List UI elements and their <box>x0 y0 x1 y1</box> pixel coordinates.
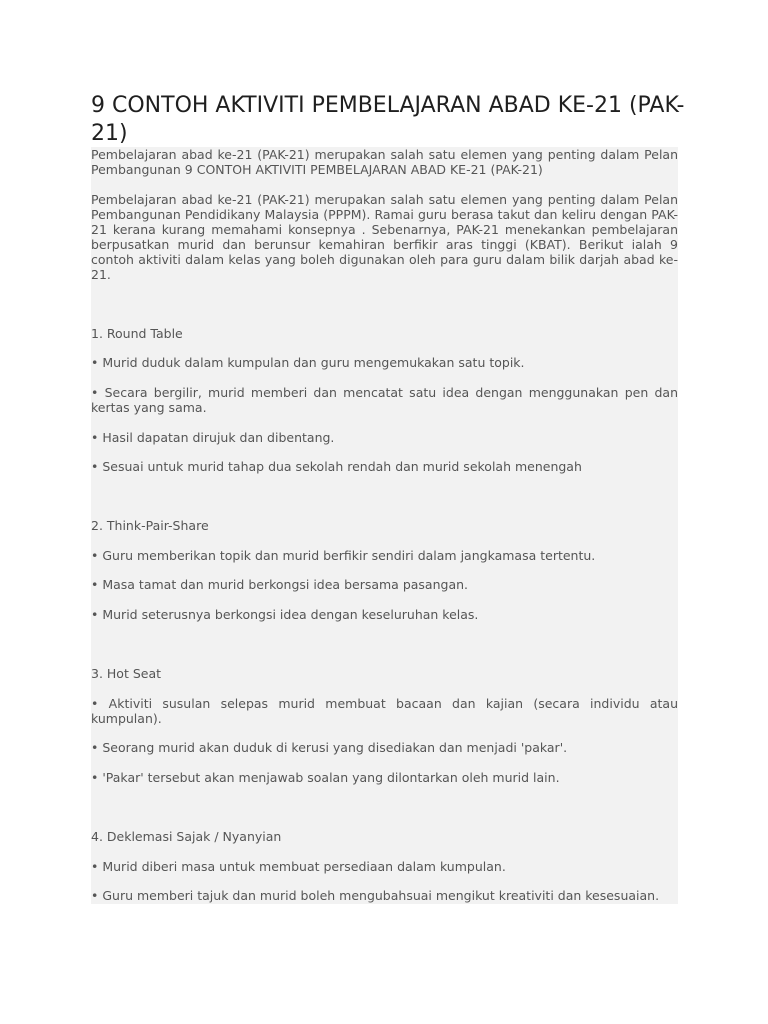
section-heading-deklemasi: 4. Deklemasi Sajak / Nyanyian <box>91 829 282 844</box>
summary-paragraph: Pembelajaran abad ke-21 (PAK-21) merupakan salah satu elemen yang penting dalam Pelan Pembangunan 9 CONTOH AKTIVITI PEMBELAJARAN ABAD KE-21 (PAK-21) <box>91 147 678 177</box>
list-item: • Sesuai untuk murid tahap dua sekolah rendah dan murid sekolah menengah <box>91 459 582 474</box>
list-item: • Aktiviti susulan selepas murid membuat bacaan dan kajian (secara individu atau kumpulan). <box>91 696 678 726</box>
section-heading-round-table: 1. Round Table <box>91 326 183 341</box>
list-item: • 'Pakar' tersebut akan menjawab soalan yang dilontarkan oleh murid lain. <box>91 770 560 785</box>
section-heading-think-pair-share: 2. Think-Pair-Share <box>91 518 209 533</box>
section-heading-hot-seat: 3. Hot Seat <box>91 666 162 681</box>
list-item: • Murid duduk dalam kumpulan dan guru mengemukakan satu topik. <box>91 355 525 370</box>
list-item: • Murid diberi masa untuk membuat persediaan dalam kumpulan. <box>91 859 506 874</box>
list-item: • Murid seterusnya berkongsi idea dengan keseluruhan kelas. <box>91 607 479 622</box>
document-title: 9 CONTOH AKTIVITI PEMBELAJARAN ABAD KE-21 (PAK-21) <box>91 93 685 146</box>
list-item: • Masa tamat dan murid berkongsi idea bersama pasangan. <box>91 577 468 592</box>
list-item: • Guru memberikan topik dan murid berfikir sendiri dalam jangkamasa tertentu. <box>91 548 596 563</box>
intro-paragraph: Pembelajaran abad ke-21 (PAK-21) merupakan salah satu elemen yang penting dalam Pelan Pembangunan Pendidikany Malaysia (PPPM). Ramai guru berasa takut dan keliru dengan PAK-21 kerana kurang memahami konsepnya . Sebenarnya, PAK-21 menekankan pembelajaran berpusatkan murid dan berunsur kemahiran berfikir aras tinggi (KBAT). Berikut ialah 9 contoh aktiviti dalam kelas yang boleh digunakan oleh para guru dalam bilik darjah abad ke-21. <box>91 192 678 282</box>
document-body <box>91 147 678 904</box>
list-item: • Secara bergilir, murid memberi dan mencatat satu idea dengan menggunakan pen dan kertas yang sama. <box>91 385 678 415</box>
list-item: • Seorang murid akan duduk di kerusi yang disediakan dan menjadi 'pakar'. <box>91 740 568 755</box>
list-item: • Hasil dapatan dirujuk dan dibentang. <box>91 430 335 445</box>
list-item: • Guru memberi tajuk dan murid boleh mengubahsuai mengikut kreativiti dan kesesuaian. <box>91 888 660 903</box>
